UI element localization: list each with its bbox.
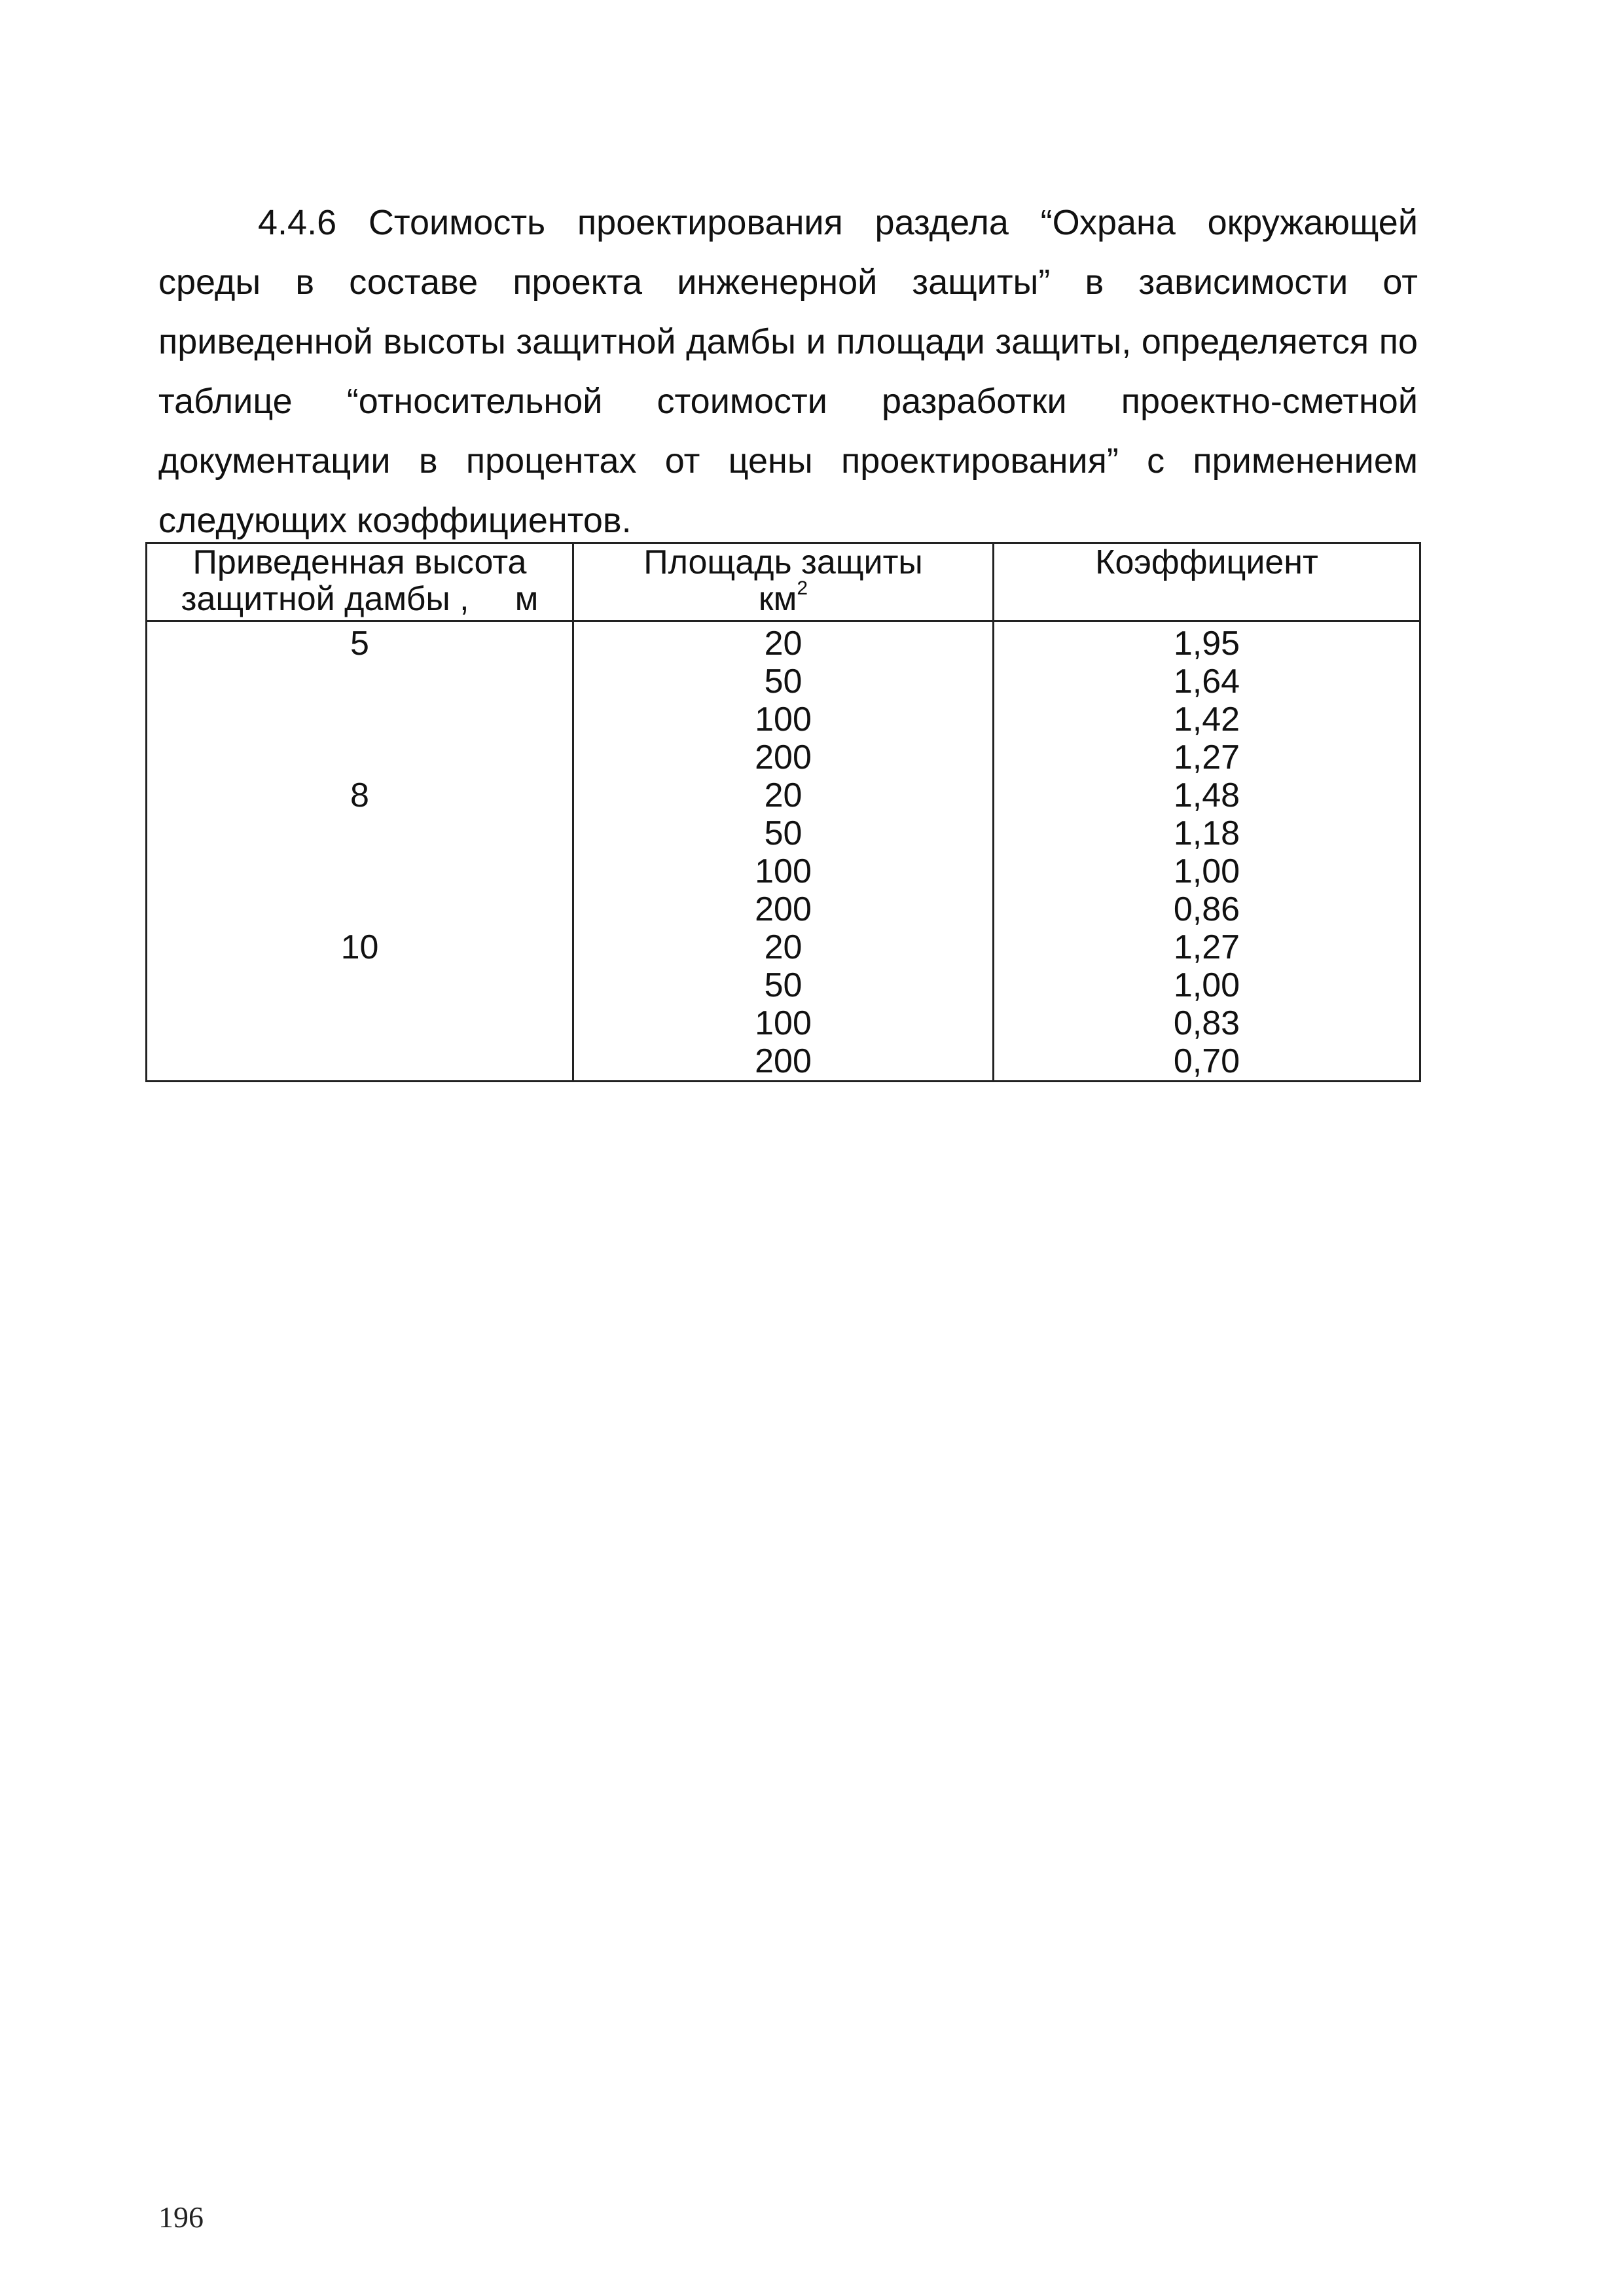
header-area-unit: км bbox=[758, 580, 797, 618]
cell-height bbox=[147, 890, 573, 928]
section-paragraph: 4.4.6 Стоимость проектирования раздела “Охрана окружающей среды в составе проекта инженерной защиты” в зависимости от приведенной высоты защитной дамбы и площади защиты, определяется по таблице “относительной стоимости разработки проектно-сметной документации в процентах от цены проектирования” с применением следующих коэффициентов. bbox=[158, 203, 1418, 540]
cell-area: 100 bbox=[573, 701, 994, 738]
cell-coefficient: 1,18 bbox=[994, 814, 1420, 852]
header-height-line1: Приведенная высота bbox=[192, 543, 527, 581]
cell-height: 10 bbox=[147, 928, 573, 966]
table-body bbox=[147, 621, 1420, 1082]
table-row bbox=[147, 852, 1420, 890]
cell-area: 20 bbox=[573, 621, 994, 663]
cell-coefficient: 1,27 bbox=[994, 928, 1420, 966]
table-row bbox=[147, 1042, 1420, 1082]
cell-height bbox=[147, 701, 573, 738]
cell-area: 20 bbox=[573, 776, 994, 814]
coefficient-table bbox=[145, 542, 1421, 1082]
cell-height bbox=[147, 814, 573, 852]
cell-coefficient: 1,48 bbox=[994, 776, 1420, 814]
table-row bbox=[147, 663, 1420, 701]
cell-area: 200 bbox=[573, 1042, 994, 1082]
table-row bbox=[147, 1004, 1420, 1042]
cell-coefficient: 1,64 bbox=[994, 663, 1420, 701]
cell-height: 5 bbox=[147, 621, 573, 663]
header-height-line2: защитной дамбы , bbox=[181, 580, 469, 618]
header-area-line1: Площадь защиты bbox=[643, 543, 923, 581]
cell-coefficient: 1,95 bbox=[994, 621, 1420, 663]
cell-coefficient: 1,00 bbox=[994, 852, 1420, 890]
cell-area: 50 bbox=[573, 663, 994, 701]
cell-coefficient: 1,27 bbox=[994, 738, 1420, 776]
cell-area: 100 bbox=[573, 1004, 994, 1042]
cell-height bbox=[147, 966, 573, 1004]
cell-coefficient: 0,70 bbox=[994, 1042, 1420, 1082]
cell-coefficient: 0,86 bbox=[994, 890, 1420, 928]
cell-area: 50 bbox=[573, 966, 994, 1004]
table-row bbox=[147, 621, 1420, 663]
cell-area: 100 bbox=[573, 852, 994, 890]
cell-coefficient: 0,83 bbox=[994, 1004, 1420, 1042]
table-row bbox=[147, 890, 1420, 928]
table-row bbox=[147, 928, 1420, 966]
cell-area: 200 bbox=[573, 890, 994, 928]
cell-height bbox=[147, 852, 573, 890]
cell-area: 200 bbox=[573, 738, 994, 776]
cell-height: 8 bbox=[147, 776, 573, 814]
page-number: 196 bbox=[158, 2200, 204, 2234]
table-row bbox=[147, 966, 1420, 1004]
cell-height bbox=[147, 1042, 573, 1082]
cell-area: 50 bbox=[573, 814, 994, 852]
table-row bbox=[147, 738, 1420, 776]
header-height bbox=[147, 543, 573, 621]
header-coefficient bbox=[994, 543, 1420, 621]
table-row bbox=[147, 701, 1420, 738]
header-coefficient-label: Коэффициент bbox=[1095, 543, 1318, 581]
header-area bbox=[573, 543, 994, 621]
table-row bbox=[147, 814, 1420, 852]
cell-height bbox=[147, 738, 573, 776]
table-row bbox=[147, 776, 1420, 814]
cell-area: 20 bbox=[573, 928, 994, 966]
cell-coefficient: 1,00 bbox=[994, 966, 1420, 1004]
cell-height bbox=[147, 1004, 573, 1042]
header-height-unit: м bbox=[514, 580, 539, 618]
table-header-row bbox=[147, 543, 1420, 621]
header-area-unit-sup: 2 bbox=[797, 577, 808, 599]
cell-height bbox=[147, 663, 573, 701]
cell-coefficient: 1,42 bbox=[994, 701, 1420, 738]
